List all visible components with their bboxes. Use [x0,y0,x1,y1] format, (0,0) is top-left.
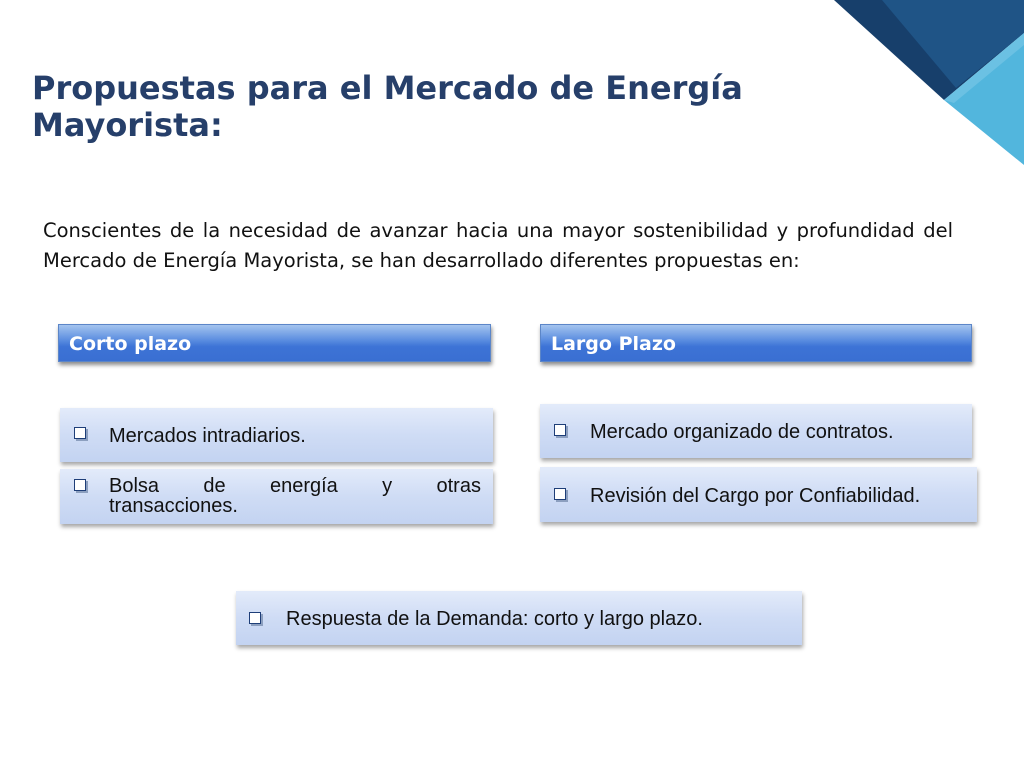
long-term-item-contracts [540,404,972,458]
word: energía [269,475,338,497]
checkbox-square-icon [554,488,566,500]
item-label-line-2: transacciones. [109,495,238,517]
short-term-header-label: Corto plazo [69,333,192,355]
long-term-item-reliability [540,467,977,522]
short-term-item-intraday [60,408,493,462]
word: y [382,475,393,497]
corner-decoration [834,0,1024,165]
both-term-item-demand [236,591,802,645]
checkbox-square-icon [249,612,261,624]
long-term-header [540,324,972,362]
checkbox-square-icon [74,479,86,491]
title-line-1: Propuestas para el Mercado de Energía [32,69,743,107]
item-label: Revisión del Cargo por Confiabilidad. [590,485,921,507]
item-label-block [109,476,481,516]
word: otras [436,475,481,497]
item-label: Mercados intradiarios. [109,425,306,447]
item-label-line-1 [109,476,481,496]
item-label: Mercado organizado de contratos. [590,421,894,443]
short-term-header [58,324,491,362]
long-term-header-label: Largo Plazo [551,333,676,355]
title-line-2: Mayorista: [32,106,223,144]
item-label: Respuesta de la Demanda: corto y largo plazo. [286,608,703,630]
short-term-item-exchange [60,469,493,524]
word: de [203,475,226,497]
word: Bolsa [109,475,160,497]
checkbox-square-icon [74,427,86,439]
checkbox-square-icon [554,424,566,436]
intro-paragraph: Conscientes de la necesidad de avanzar hacia una mayor sostenibilidad y profundidad del Mercado de Energía Mayorista, se han desarrollado diferentes propuestas en: [43,219,953,272]
slide-title [32,70,743,144]
